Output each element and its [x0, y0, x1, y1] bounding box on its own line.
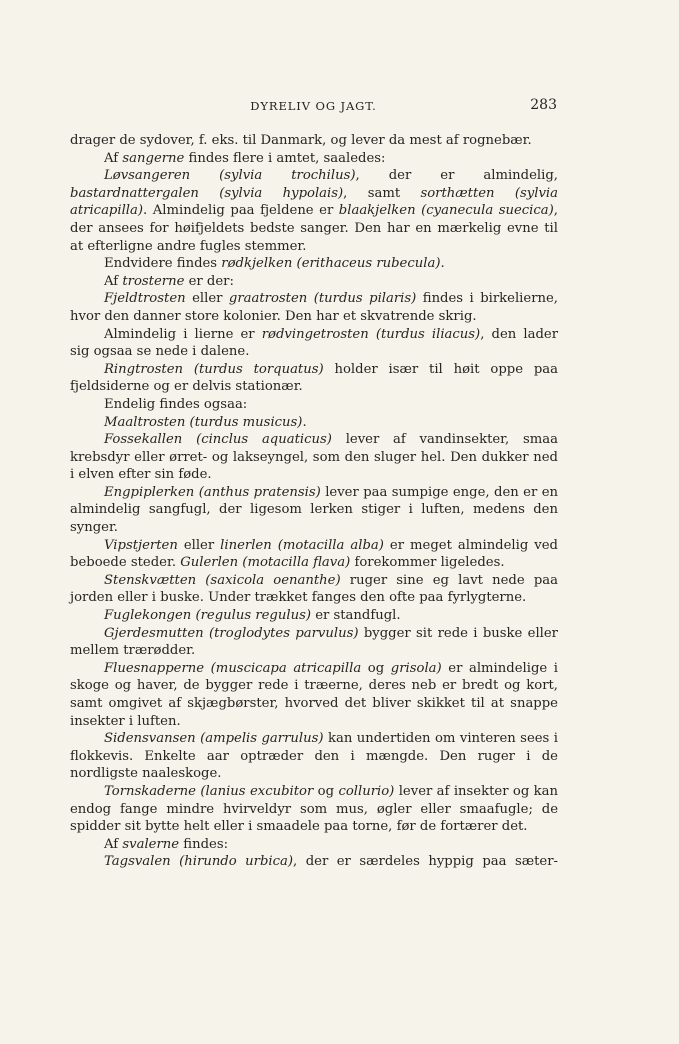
paragraph — [70, 273, 558, 291]
paragraph — [70, 853, 558, 871]
italic-term: linerlen (motacilla alba) — [220, 537, 384, 553]
text-run: ruger sine eg lavt nede paa jorden eller i buske. Under trækket fanges den ofte paa fyrlygterne. — [70, 572, 558, 606]
italic-term: sangerne — [122, 150, 185, 166]
paragraph — [70, 150, 558, 168]
text-run: og — [361, 660, 391, 676]
italic-term: collurio) — [338, 783, 395, 799]
italic-term: Gjerdesmutten (troglodytes parvulus) — [104, 625, 359, 641]
italic-term: Engpiplerken (anthus pratensis) — [104, 484, 321, 500]
text-run: , den lader sig ogsaa se nede i dalene. — [70, 326, 558, 360]
text-run: er meget almindelig ved beboede steder. — [70, 537, 559, 571]
italic-term: Fluesnapperne (muscicapa atricapilla — [104, 660, 362, 676]
italic-term: Fjeldtrosten — [104, 291, 186, 307]
text-run: er almindelige i skoge og haver, de bygger rede i træerne, deres neb er bredt og kort, samt omgivet af skjægbørster, hvorved det bliver skikket til at snappe insekter i luften. — [70, 660, 558, 729]
paragraph — [70, 361, 558, 396]
paragraph — [70, 396, 558, 414]
italic-term: Løvsangeren (sylvia trochilus) — [104, 168, 356, 184]
running-title: DYRELIV OG JAGT. — [250, 99, 377, 113]
text-run: lever af insekter og kan endog fange mindre hvirveldyr som mus, øgler eller smaafugle; de spidder sit bytte helt eller i smaadele paa torne, før de fortærer det. — [70, 783, 559, 835]
paragraph — [70, 783, 558, 836]
italic-term: Sidensvansen (ampelis garrulus) — [104, 731, 324, 747]
page-header — [70, 97, 557, 117]
italic-term: Maaltrosten (turdus musicus) — [104, 414, 303, 430]
text-run: eller — [177, 537, 221, 553]
paragraph — [70, 836, 558, 854]
text-run: lever af vandinsekter, smaa krebsdyr eller ørret- og lakseyngel, som den sluger hel. Den dukker ned i elven efter sin føde. — [70, 432, 558, 483]
text-run: findes flere i amtet, saaledes: — [184, 150, 386, 166]
text-run: forekommer ligeledes. — [350, 555, 505, 571]
page-number: 283 — [530, 97, 557, 113]
text-run: og — [313, 783, 339, 799]
paragraph — [70, 326, 558, 361]
italic-term: Fossekallen (cinclus aquaticus) — [104, 432, 332, 448]
text-run: . Almindelig paa fjeldene er — [143, 203, 339, 219]
text-run: , samt — [343, 185, 421, 201]
text-run: findes i birkelierne, hvor den danner store kolonier. Den har et skvatrende skrig. — [70, 291, 558, 324]
text-run: eller — [185, 291, 229, 307]
paragraph — [70, 572, 558, 607]
italic-term: bastardnattergalen (sylvia hypolais) — [70, 185, 344, 201]
paragraph — [70, 290, 558, 325]
text-run: , der ansees for høifjeldets bedste sanger. Den har en mærkelig evne til at efterligne andre fugles stemmer. — [70, 203, 558, 254]
italic-term: rødvingetrosten (turdus iliacus) — [261, 326, 481, 342]
text-run: kan undertiden om vinteren sees i flokkevis. Enkelte aar optræder den i mængde. Den ruger i de nordligste naaleskoge. — [70, 731, 558, 782]
paragraph — [70, 414, 558, 432]
italic-term: Vipstjerten — [104, 537, 178, 553]
text-run: bygger sit rede i buske eller mellem trærødder. — [70, 625, 558, 659]
italic-term: sorthætten (sylvia atricapilla) — [70, 185, 558, 219]
text-run: lever paa sumpige enge, den er en almindelig sangfugl, der ligesom lerken stiger i luften, medens den synger. — [70, 484, 558, 536]
italic-term: Ringtrosten (turdus torquatus) — [104, 361, 324, 377]
italic-term: grisola) — [390, 660, 442, 676]
italic-term: Stenskvætten (saxicola oenanthe) — [104, 572, 341, 588]
text-run: , der er almindelig, — [355, 168, 558, 184]
paragraph — [70, 537, 558, 572]
italic-term: Gulerlen (motacilla flava) — [180, 555, 351, 571]
text-run: . — [302, 414, 307, 430]
text-run: holder især til høit oppe paa fjeldsiderne og er delvis stationær. — [70, 361, 559, 395]
text-run: findes: — [179, 836, 229, 852]
paragraph — [70, 167, 558, 255]
paragraph — [70, 132, 558, 150]
text-run: Endvidere findes — [104, 256, 222, 272]
paragraph — [70, 607, 558, 625]
italic-term: Fuglekongen (regulus regulus) — [104, 608, 311, 624]
text-run: Af — [104, 836, 123, 852]
paragraph — [70, 431, 558, 484]
text-run: Almindelig i lierne er — [104, 326, 262, 342]
body-text — [70, 132, 558, 871]
italic-term: trosterne — [122, 273, 185, 289]
text-run: er der: — [184, 273, 234, 289]
italic-term: blaakjelken (cyanecula suecica) — [338, 203, 554, 219]
paragraph — [70, 660, 558, 730]
italic-term: Tornskaderne (lanius excubitor — [104, 783, 314, 799]
text-run: er standfugl. — [311, 608, 401, 624]
text-run: Af — [104, 150, 123, 166]
paragraph — [70, 255, 558, 273]
paragraph — [70, 730, 558, 783]
text-run: Af — [104, 273, 123, 289]
italic-term: Tagsvalen (hirundo urbica) — [104, 854, 294, 870]
text-run: Endelig findes ogsaa: — [104, 396, 248, 412]
paragraph — [70, 484, 558, 537]
text-run: , der er særdeles hyppig paa sæter- — [293, 854, 558, 870]
italic-term: rødkjelken (erithaceus rubecula) — [221, 256, 441, 272]
paragraph — [70, 625, 558, 660]
text-run: drager de sydover, f. eks. til Danmark, og lever da mest af rognebær. — [70, 133, 532, 148]
text-run: . — [440, 256, 445, 272]
italic-term: graatrosten (turdus pilaris) — [228, 291, 417, 307]
italic-term: svalerne — [122, 836, 180, 852]
